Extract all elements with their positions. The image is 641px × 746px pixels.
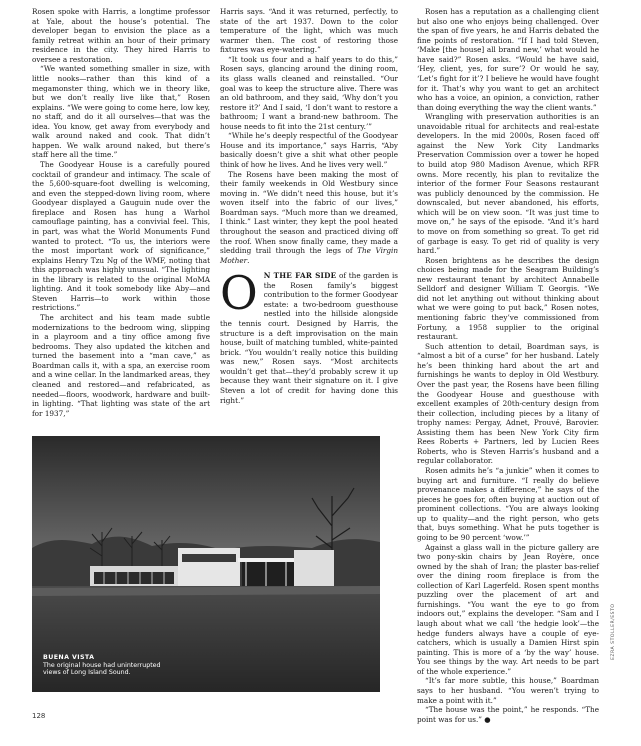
section-paragraph xyxy=(220,266,398,405)
article-column-3 xyxy=(417,7,599,724)
lead-in: N THE FAR SIDE xyxy=(263,271,337,281)
paragraph: “It took us four and a half years to do this,” Rosen says, glancing around the dining room, its glass walls cleaned and reinstalled. “Our goal was to keep the structure alive. There was an old bathroom, and they said, ‘Why don’t you restore it?’ And I said, ‘I don’t want to restore a bathroom; I want a brand-new bathroom. The house needs to fit into the 21st century.’” xyxy=(220,54,398,131)
paragraph: Rosen has a reputation as a challenging client but also one who enjoys being challenged. Over the span of five years, he and Harris debated the fine points of restoration. “If I had told Steven, ‘Make [the house] all brand new,’ what would he have said?” Rosen asks. “Would he have said, ‘Hey, client, yes, for sure’? Or would he say, ‘Let’s fight for it’? I believe he would have fought for it. That’s why you want to get an architect who has a voice, an opinion, a conviction, rather than doing everything the way the client wants.” xyxy=(417,7,599,112)
photo-credit: EZRA STOLLER/ESTO xyxy=(611,603,616,660)
paragraph-text: . xyxy=(247,255,250,265)
paragraph: Rosen brightens as he describes the design choices being made for the Seagram Building’s new restaurant tenant by architect Annabelle Selldorf and designer William T. Georgis. “We did not let anything out without thinking about what we were going to put back,” Rosen notes, mentioning fabric they’ve commissioned from Fortuny, a 1958 supplier to the original restaurant. xyxy=(417,255,599,342)
article-column-2 xyxy=(220,7,398,427)
paragraph xyxy=(220,170,398,266)
drop-cap: O xyxy=(220,266,258,321)
paragraph: “The house was the point,” he responds. “The point was for us.” ● xyxy=(417,705,599,724)
paragraph-text: The Rosens have been making the most of their family weekends in Old Westbury since moving in. “We didn’t need this house, but it’s woven itself into the fabric of our lives,” Boardman says. “Much more than we dreamed, I think.” Last winter, they kept the pool heated throughout the season and practiced diving off the roof. When snow finally came, they made a sledding trail through the legs of xyxy=(220,169,398,256)
paragraph: Wrangling with preservation authorities is an unavoidable ritual for architects and real-estate developers. In the mid 2000s, Rosen faced off against the New York City Landmarks Preservation Commission over a tower he hoped to build atop 980 Madison Avenue, which RFR owns. More recently, his plan to revitalize the interior of the former Four Seasons restaurant was publicly denounced by the commission. He downscaled, but never abandoned, his efforts, which will be on view soon. “It was just time to move on,” he says of the episode. “And it’s hard to move on from something so great. To get rid of garbage is easy. To get rid of quality is very hard.” xyxy=(417,112,599,256)
photo-caption xyxy=(43,654,163,677)
caption-title: BUENA VISTA xyxy=(43,654,95,661)
paragraph: Harris says. “And it was returned, perfectly, to state of the art 1937. Down to the color temperature of the light, which was much warmer then. The cost of restoring those fixtures was eye-watering.” xyxy=(220,7,398,55)
artwork-title: The Virgin Mother xyxy=(220,246,399,265)
article-column-1 xyxy=(32,7,210,427)
page-number: 128 xyxy=(32,712,46,720)
paragraph: “It’s far more subtle, this house,” Boardman says to her husband. “You weren’t trying to make a point with it.” xyxy=(417,676,599,705)
paragraph: Against a glass wall in the picture gallery are two pony-skin chairs by Jean Royère, once owned by the shah of Iran; the plaster bas-relief over the dining room fireplace is from the collection of Karl Lagerfeld. Rosen spent months puzzling over the placement of art and furnishings. “You want the eye to go from indoors out,” explains the developer. “Sam and I laugh about what we call ‘the hedgie look’—the hedge funders always have a couple of eye-catchers, which is usually a Damien Hirst spin painting. This is more of a ‘by the way’ house. You see things by the way. Art needs to be part of the whole experience.” xyxy=(417,542,599,676)
paragraph: The Goodyear House is a carefully poured cocktail of grandeur and intimacy. The scale of the 5,600-square-foot dwelling is welcoming, and even the stepped-down living room, where Goodyear displayed a Gauguin nude over the fireplace and Rosen has hung a Warhol camouflage painting, has a convivial feel. This, in part, was what the World Monuments Fund wanted to protect. “To us, the interiors were the most important work of significance,” explains Henry Tzu Ng of the WMF, noting that this approach was highly unusual. “The lighting in the library is related to the original MoMA lighting. And it took somebody like Aby—and Steven Harris—to work within those restrictions.” xyxy=(32,160,210,313)
paragraph-text: of the garden is the Rosen family’s biggest contribution to the former Goodyear estate: a two-bedroom guesthouse nestled into the hillside alongside the tennis court. Designed by Harris, the structure is a deft improvisation on the main house, built of matching tumbled, white-painted brick. “You wouldn’t really notice this building was new,” Rosen says. “Most architects wouldn’t get that—they’d probably screw it up because they want their signature on it. I give Steven a lot of credit for having done this right.” xyxy=(220,271,398,405)
paragraph: “While he’s deeply respectful of the Goodyear House and its importance,” says Harris, “Aby basically doesn’t give a shit what other people think of how he lives. And he lives very well.” xyxy=(220,131,398,169)
paragraph: Rosen admits he’s “a junkie” when it comes to buying art and furniture. “I really do believe provenance makes a difference,” he says of the pieces he goes for, often buying at auction out of prominent collections. “You are always looking up to quality—and the right person, who gets that, buys something. What he puts together is going to be 90 percent ‘wow.’” xyxy=(417,466,599,542)
caption-text: The original house had uninterrupted views of Long Island Sound. xyxy=(43,661,161,677)
paragraph: Such attention to detail, Boardman says, is “almost a bit of a curse” for her husband. Lately he’s been thinking hard about the art and furnishings he wants to deploy in Old Westbury. Over the past year, the Rosens have been filling the Goodyear House and guesthouse with excellent examples of 20th-century design from their collection, including pieces by a litany of trophy names: Pergay, Adnet, Prouvé, Barovier. Assisting them has been New York City firm Rees Roberts + Partners, led by Lucien Rees Roberts, who is Steven Harris’s husband and a regular collaborator. xyxy=(417,341,599,466)
paragraph: “We wanted something smaller in size, with little nooks—rather than this kind of a megamonster thing, which we in theory like, but we don’t really live like that,” Rosen explains. “We were going to come here, low key, no staff, and do it all ourselves—that was the idea. You know, get away from everybody and walk around naked and cook. That didn’t happen. We walk around naked, but there’s staff here all the time.” xyxy=(32,64,210,160)
paragraph: The architect and his team made subtle modernizations to the bedroom wing, slipping in a playroom and a tiny office among five bedrooms. They also updated the kitchen and turned the basement into a “man cave,” as Boardman calls it, with a spa, an exercise room and a wine cellar. In the landmarked areas, they cleaned and restored—and refabricated, as needed—floors, woodwork, hardware and built-in lighting. “That lighting was state of the art for 1937,” xyxy=(32,313,210,418)
paragraph: Rosen spoke with Harris, a longtime professor at Yale, about the house’s potential. The developer began to envision the place as a family retreat within an hour of their primary residence in the city. They hired Harris to oversee a restoration. xyxy=(32,7,210,64)
